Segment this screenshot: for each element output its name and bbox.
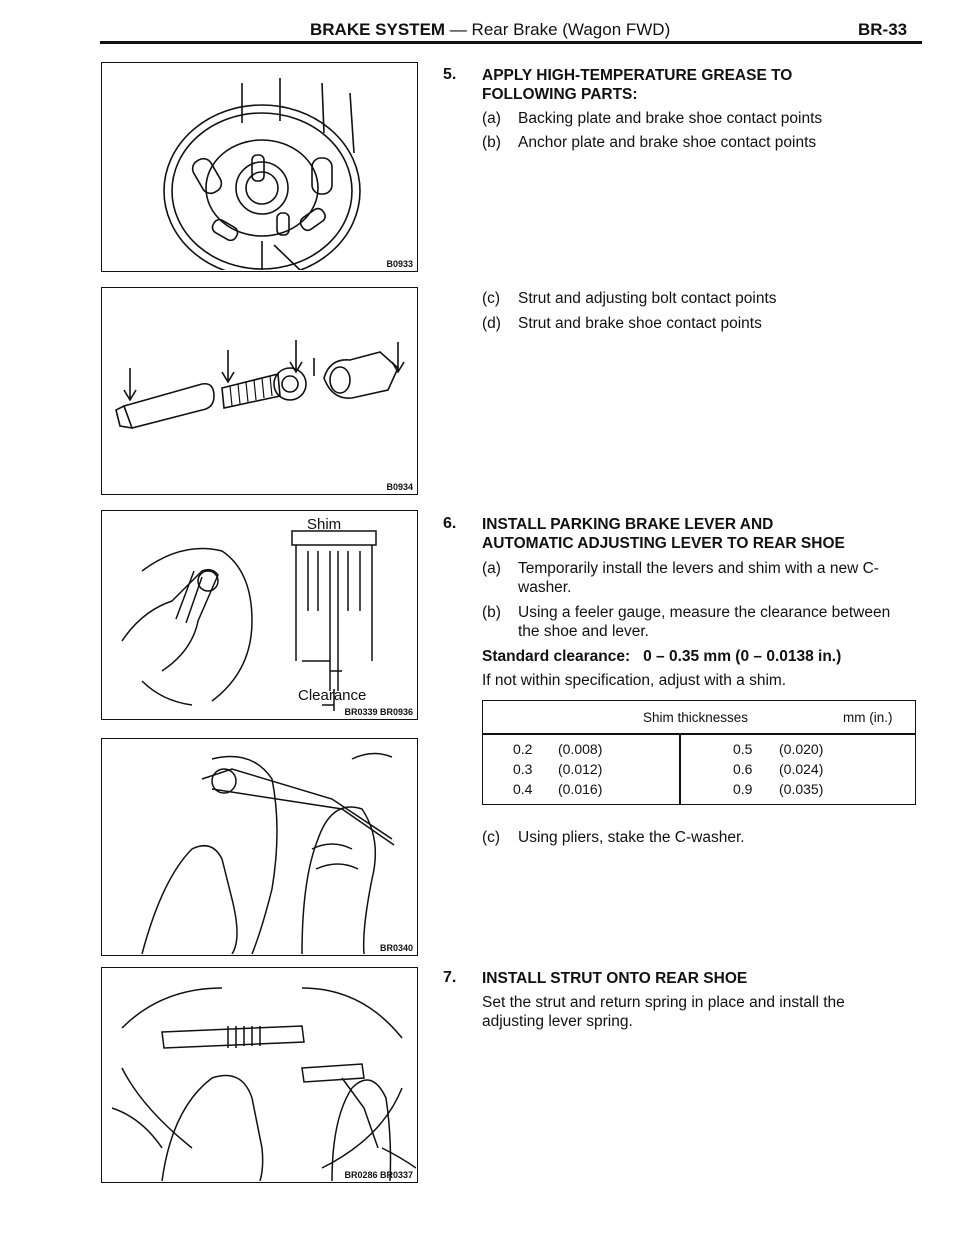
step-5a-text: Backing plate and brake shoe contact points	[518, 110, 823, 127]
step-5c-marker: (c)	[482, 290, 501, 307]
table-cell: (0.016)	[558, 781, 603, 797]
pliers-illustration	[102, 739, 416, 954]
strut-adjuster-illustration	[102, 288, 416, 493]
table-cell: 0.6	[733, 761, 753, 777]
table-title: Shim thicknesses	[643, 710, 749, 725]
step-5b-marker: (b)	[482, 134, 501, 151]
step-6b-text-line1: Using a feeler gauge, measure the clearance between	[518, 604, 891, 621]
figure-shim-clearance	[101, 510, 418, 720]
table-cell: 0.5	[733, 741, 753, 757]
step-6c-marker: (c)	[482, 829, 501, 846]
step-7-title: INSTALL STRUT ONTO REAR SHOE	[482, 970, 748, 987]
standard-clearance-spec	[482, 647, 841, 666]
table-unit: mm (in.)	[843, 710, 893, 725]
header-rule	[100, 41, 922, 44]
step-5-title-line1: APPLY HIGH-TEMPERATURE GREASE TO	[482, 67, 793, 84]
strut-install-illustration	[102, 968, 416, 1181]
table-cell: 0.3	[513, 761, 533, 777]
table-cell: 0.4	[513, 781, 533, 797]
table-cell: (0.024)	[779, 761, 824, 777]
step-6c-text: Using pliers, stake the C-washer.	[518, 829, 745, 846]
step-6a-text-line2: washer.	[518, 579, 572, 596]
figure-id: BR0340	[379, 943, 413, 953]
figure-id: BR0339 BR0936	[344, 707, 413, 717]
step-6-number: 6.	[443, 515, 457, 532]
step-6a-marker: (a)	[482, 560, 501, 577]
step-6a-text-line1: Temporarily install the levers and shim with a new C-	[518, 560, 879, 577]
step-5a-marker: (a)	[482, 110, 501, 127]
shim-thickness-table	[482, 700, 916, 805]
figure-id: B0934	[386, 482, 413, 492]
step-5b-text: Anchor plate and brake shoe contact points	[518, 134, 817, 151]
clearance-label: Clearance	[298, 687, 367, 704]
backing-plate-illustration	[102, 63, 416, 270]
table-cell: (0.035)	[779, 781, 824, 797]
figure-id: BR0286 BR0337	[344, 1170, 413, 1180]
figure-strut-install	[101, 967, 418, 1183]
spec-note: If not within specification, adjust with a shim.	[482, 672, 787, 689]
page-header	[310, 20, 670, 40]
step-5-title-line2: FOLLOWING PARTS:	[482, 86, 638, 103]
table-cell: (0.020)	[779, 741, 824, 757]
step-6b-marker: (b)	[482, 604, 501, 621]
step-6b-text-line2: the shoe and lever.	[518, 623, 649, 640]
header-dash: —	[449, 20, 467, 39]
figure-id: B0933	[386, 259, 413, 269]
section-subtitle: Rear Brake (Wagon FWD)	[471, 20, 671, 39]
step-6-title-line1: INSTALL PARKING BRAKE LEVER AND	[482, 516, 774, 533]
section-title: BRAKE SYSTEM	[310, 20, 446, 39]
spec-label: Standard clearance:	[482, 648, 631, 665]
table-cell: 0.2	[513, 741, 533, 757]
table-header-rule	[483, 733, 915, 735]
page-number: BR-33	[858, 20, 908, 39]
figure-strut-adjuster	[101, 287, 418, 495]
shim-label: Shim	[307, 516, 342, 533]
figure-pliers	[101, 738, 418, 956]
table-cell: (0.012)	[558, 761, 603, 777]
step-7-number: 7.	[443, 969, 457, 986]
spec-value: 0 – 0.35 mm (0 – 0.0138 in.)	[643, 648, 842, 665]
table-column-divider	[679, 734, 681, 804]
table-cell: (0.008)	[558, 741, 603, 757]
step-7-text-line2: adjusting lever spring.	[482, 1013, 633, 1030]
step-7-text-line1: Set the strut and return spring in place and install the	[482, 994, 845, 1011]
figure-backing-plate	[101, 62, 418, 272]
step-5d-marker: (d)	[482, 315, 501, 332]
shim-clearance-illustration	[102, 511, 416, 718]
step-5c-text: Strut and adjusting bolt contact points	[518, 290, 777, 307]
table-cell: 0.9	[733, 781, 753, 797]
step-5-number: 5.	[443, 66, 457, 83]
step-5d-text: Strut and brake shoe contact points	[518, 315, 762, 332]
step-6-title-line2: AUTOMATIC ADJUSTING LEVER TO REAR SHOE	[482, 535, 845, 552]
